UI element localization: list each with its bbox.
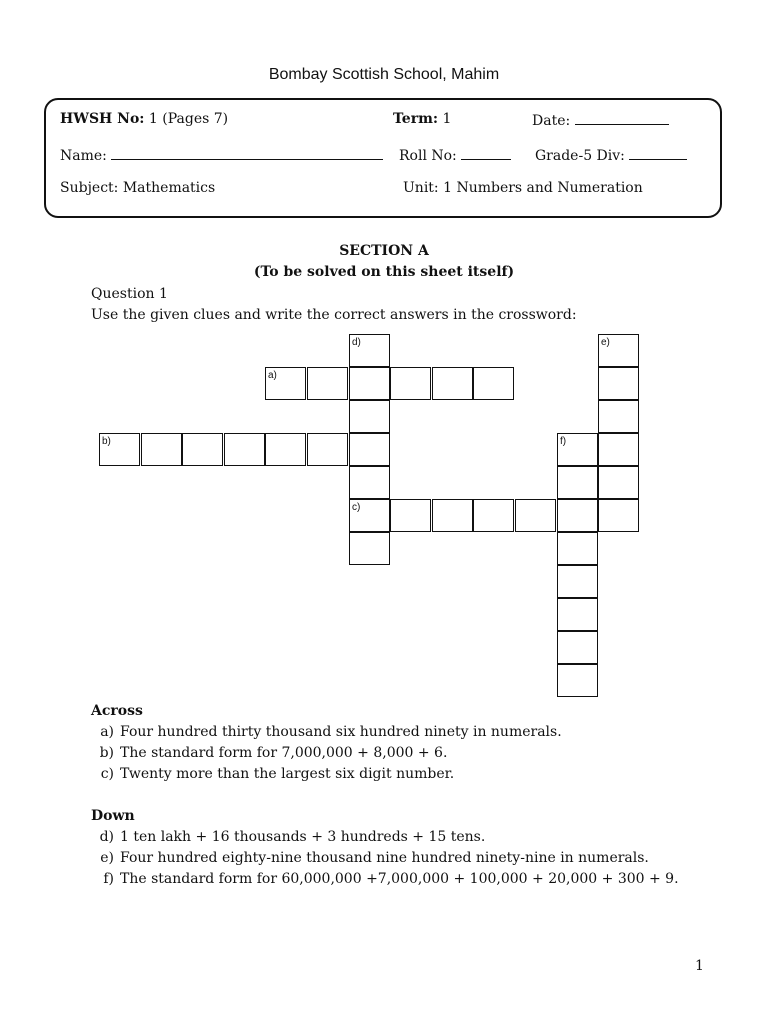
crossword-cell[interactable] (557, 565, 598, 598)
clue-number-label: e) (601, 337, 610, 348)
clue-letter: f) (103, 871, 114, 887)
hwsh-value: 1 (Pages 7) (148, 111, 229, 127)
clue-text: Four hundred eighty-nine thousand nine hundred ninety-nine in numerals. (120, 850, 649, 866)
crossword-cell[interactable] (598, 466, 639, 499)
down-clue-e (90, 850, 649, 866)
date-label: Date: (532, 113, 571, 129)
crossword-cell[interactable] (473, 499, 514, 532)
crossword-cell[interactable] (349, 334, 390, 367)
question-instruction: Use the given clues and write the correct answers in the crossword: (91, 307, 577, 323)
crossword-cell[interactable] (598, 400, 639, 433)
clue-text: The standard form for 60,000,000 +7,000,000 + 100,000 + 20,000 + 300 + 9. (120, 871, 679, 887)
crossword-cell[interactable] (349, 466, 390, 499)
crossword-cell[interactable] (557, 631, 598, 664)
name-field (60, 146, 383, 164)
crossword-cell[interactable] (515, 499, 556, 532)
crossword-cell[interactable] (390, 367, 431, 400)
date-field (532, 111, 669, 129)
clue-text: 1 ten lakh + 16 thousands + 3 hundreds + 15 tens. (120, 829, 486, 845)
name-label: Name: (60, 148, 107, 164)
crossword-cell[interactable] (307, 433, 348, 466)
crossword-cell[interactable] (557, 532, 598, 565)
clue-letter: d) (99, 829, 114, 845)
term-label: Term: (393, 111, 439, 127)
crossword-cell[interactable] (557, 499, 598, 532)
crossword-cell[interactable] (432, 499, 473, 532)
grade-div-field (535, 146, 687, 164)
section-title: SECTION A (339, 243, 429, 259)
crossword-cell[interactable] (598, 433, 639, 466)
across-clue-c (90, 766, 454, 782)
term-value: 1 (442, 111, 452, 127)
crossword-cell[interactable] (99, 433, 140, 466)
crossword-cell[interactable] (182, 433, 223, 466)
crossword-cell[interactable] (349, 433, 390, 466)
unit-field: Unit: 1 Numbers and Numeration (403, 180, 643, 196)
crossword-cell[interactable] (349, 532, 390, 565)
crossword-cell[interactable] (598, 499, 639, 532)
crossword-cell[interactable] (265, 433, 306, 466)
down-clue-f (90, 871, 679, 887)
roll-label: Roll No: (399, 148, 457, 164)
crossword-cell[interactable] (598, 334, 639, 367)
clue-number-label: b) (102, 436, 111, 447)
crossword-cell[interactable] (265, 367, 306, 400)
across-clue-a (90, 724, 562, 740)
crossword-cell[interactable] (307, 367, 348, 400)
school-name: Bombay Scottish School, Mahim (268, 66, 500, 83)
roll-blank[interactable] (461, 146, 511, 160)
crossword-cell[interactable] (349, 367, 390, 400)
clue-number-label: c) (352, 502, 361, 513)
crossword-cell[interactable] (473, 367, 514, 400)
section-subtitle: (To be solved on this sheet itself) (253, 264, 515, 280)
clue-letter: a) (100, 724, 114, 740)
across-clue-b (90, 745, 447, 761)
clue-number-label: a) (268, 370, 277, 381)
clue-letter: b) (99, 745, 114, 761)
grade-div-label: Grade-5 Div: (535, 148, 625, 164)
crossword-cell[interactable] (432, 367, 473, 400)
crossword-cell[interactable] (557, 664, 598, 697)
crossword-cell[interactable] (141, 433, 182, 466)
down-heading: Down (91, 808, 135, 824)
clue-number-label: f) (560, 436, 567, 447)
crossword-cell[interactable] (557, 598, 598, 631)
roll-field (399, 146, 511, 164)
div-blank[interactable] (629, 146, 687, 160)
name-blank[interactable] (111, 146, 383, 160)
crossword-cell[interactable] (349, 400, 390, 433)
hwsh-label: HWSH No: (60, 111, 145, 127)
clue-text: Four hundred thirty thousand six hundred ninety in numerals. (120, 724, 562, 740)
crossword-cell[interactable] (598, 367, 639, 400)
term-field (393, 111, 451, 127)
crossword-cell[interactable] (390, 499, 431, 532)
question-number: Question 1 (91, 286, 168, 302)
crossword-cell[interactable] (349, 499, 390, 532)
across-heading: Across (91, 703, 143, 719)
crossword-cell[interactable] (557, 433, 598, 466)
clue-text: The standard form for 7,000,000 + 8,000 + 6. (120, 745, 448, 761)
subject-field: Subject: Mathematics (60, 180, 216, 196)
hwsh-field (60, 111, 228, 127)
crossword-cell[interactable] (557, 466, 598, 499)
clue-number-label: d) (352, 337, 361, 348)
crossword-cell[interactable] (224, 433, 265, 466)
clue-letter: c) (100, 766, 114, 782)
page-number: 1 (695, 958, 704, 974)
clue-text: Twenty more than the largest six digit number. (120, 766, 455, 782)
date-blank[interactable] (575, 111, 669, 125)
clue-letter: e) (100, 850, 114, 866)
down-clue-d (90, 829, 485, 845)
